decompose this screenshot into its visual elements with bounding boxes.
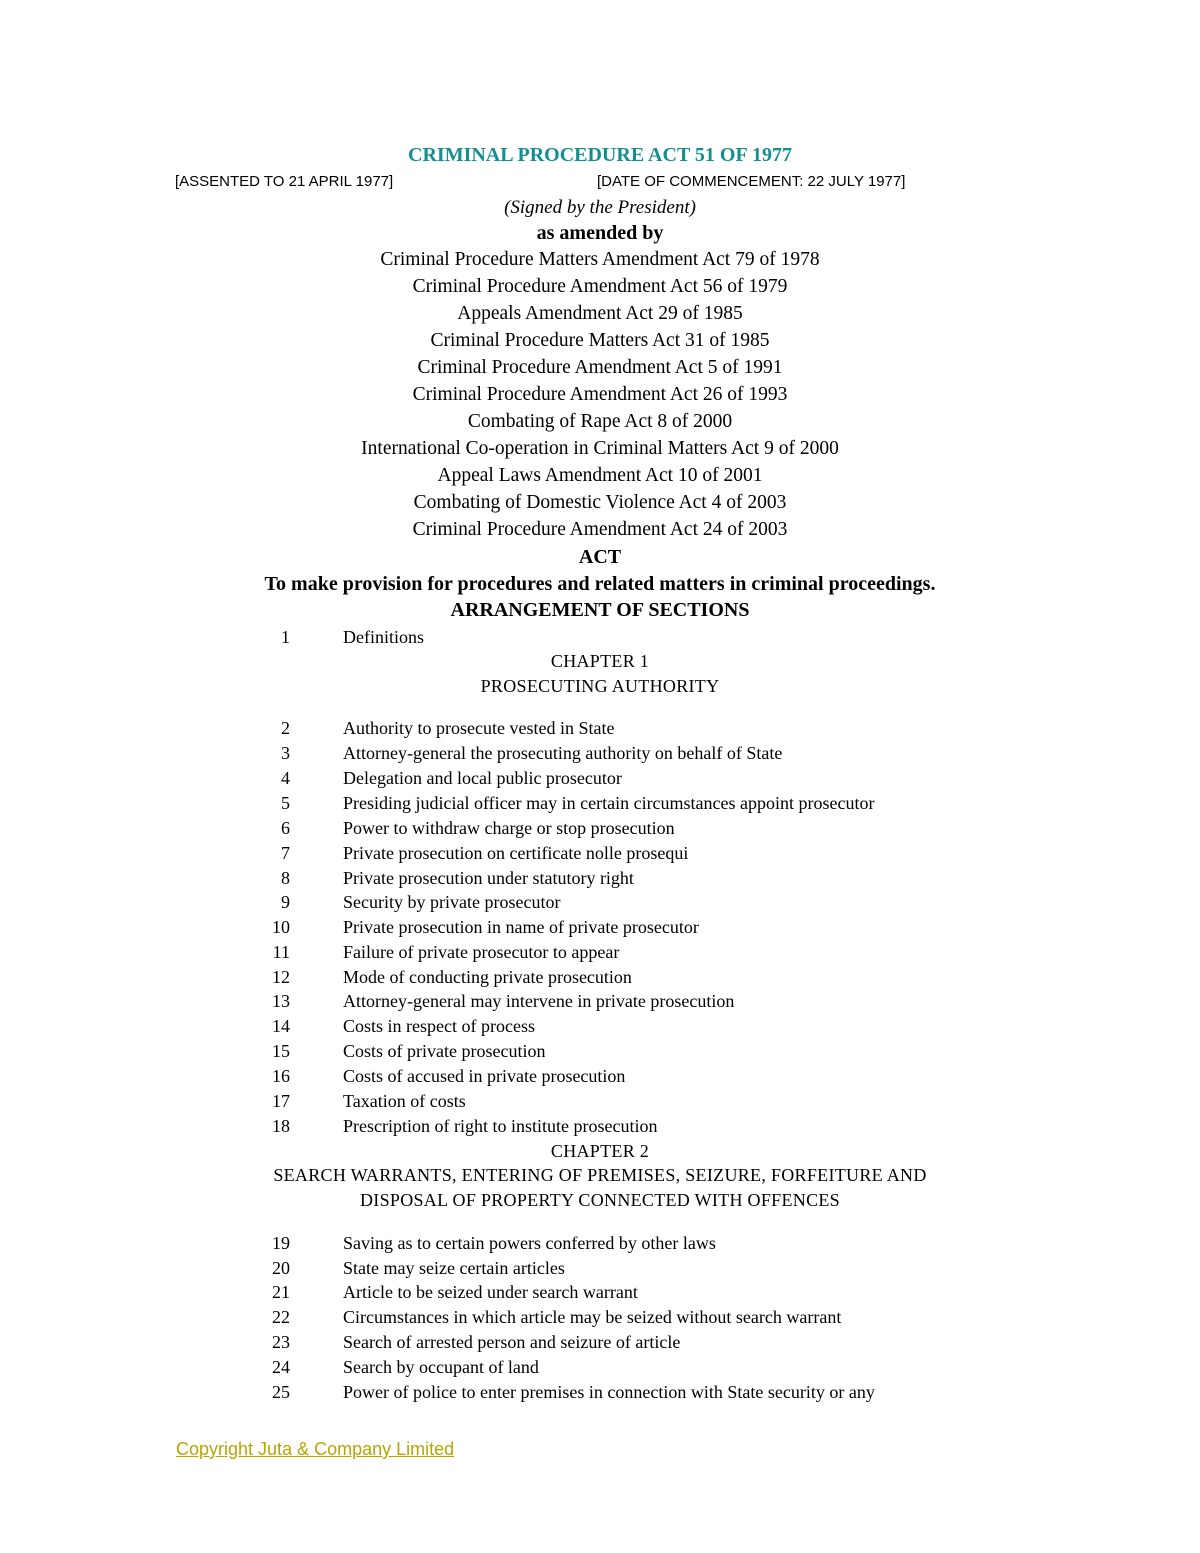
amendment-item: Criminal Procedure Matters Amendment Act 79 of 1978 <box>380 249 820 270</box>
section-title: Search by occupant of land <box>343 1357 539 1377</box>
act-title: CRIMINAL PROCEDURE ACT 51 OF 1977 <box>408 144 792 166</box>
commencement-date: [DATE OF COMMENCEMENT: 22 JULY 1977] <box>597 173 906 190</box>
section-number: 8 <box>281 868 290 888</box>
section-row <box>0 941 1200 965</box>
amendment-item: Criminal Procedure Amendment Act 56 of 1979 <box>412 276 788 297</box>
section-title: Taxation of costs <box>343 1091 466 1111</box>
section-title: Power to withdraw charge or stop prosecution <box>343 818 675 838</box>
section-row <box>0 626 1200 650</box>
amendment-item: Appeal Laws Amendment Act 10 of 2001 <box>437 465 763 486</box>
amendment-item: Appeals Amendment Act 29 of 1985 <box>457 303 743 324</box>
section-number: 24 <box>272 1357 290 1377</box>
section-number: 15 <box>272 1041 290 1061</box>
section-row <box>0 1381 1200 1405</box>
chapter-2-label: CHAPTER 2 <box>550 1141 650 1161</box>
chapter-1-label: CHAPTER 1 <box>550 651 650 671</box>
amended-by-heading: as amended by <box>536 222 664 244</box>
section-title: Presiding judicial officer may in certain circumstances appoint prosecutor <box>343 793 875 813</box>
chapter-2-title-line-2: DISPOSAL OF PROPERTY CONNECTED WITH OFFENCES <box>359 1190 840 1210</box>
section-row <box>0 1281 1200 1305</box>
section-number: 4 <box>281 768 290 788</box>
section-title: Security by private prosecutor <box>343 892 561 912</box>
amendment-item: Criminal Procedure Matters Act 31 of 1985 <box>430 330 770 351</box>
section-number: 2 <box>281 718 290 738</box>
amendment-item: Criminal Procedure Amendment Act 5 of 1991 <box>417 357 783 378</box>
section-row <box>0 1232 1200 1256</box>
copyright-link[interactable]: Copyright Juta & Company Limited <box>176 1439 455 1459</box>
amendment-list <box>0 248 1200 545</box>
section-row <box>0 1115 1200 1139</box>
section-number: 25 <box>272 1382 290 1402</box>
amendment-item: Combating of Rape Act 8 of 2000 <box>467 411 733 432</box>
section-row <box>0 1040 1200 1064</box>
arrangement-heading: ARRANGEMENT OF SECTIONS <box>450 599 750 621</box>
section-number: 23 <box>272 1332 290 1352</box>
section-row <box>0 792 1200 816</box>
section-row <box>0 1065 1200 1089</box>
section-row <box>0 990 1200 1014</box>
assented-date: [ASSENTED TO 21 APRIL 1977] <box>175 173 394 190</box>
section-title: Delegation and local public prosecutor <box>343 768 622 788</box>
section-number: 18 <box>272 1116 290 1136</box>
section-row <box>0 1331 1200 1355</box>
section-number: 10 <box>272 917 290 937</box>
section-title: Article to be seized under search warrant <box>343 1282 638 1302</box>
section-title: State may seize certain articles <box>343 1258 565 1278</box>
section-title: Failure of private prosecutor to appear <box>343 942 620 962</box>
section-number: 5 <box>281 793 290 813</box>
section-number: 14 <box>272 1016 290 1036</box>
section-number: 3 <box>281 743 290 763</box>
section-number: 19 <box>272 1233 290 1253</box>
section-number: 22 <box>272 1307 290 1327</box>
signed-note: (Signed by the President) <box>504 197 696 218</box>
section-title: Attorney-general the prosecuting authority on behalf of State <box>343 743 783 763</box>
section-number: 17 <box>272 1091 290 1111</box>
amendment-item: Criminal Procedure Amendment Act 24 of 2003 <box>412 519 788 540</box>
section-number: 11 <box>272 942 290 962</box>
act-heading: ACT <box>578 546 622 568</box>
section-row <box>0 1257 1200 1281</box>
section-title: Circumstances in which article may be seized without search warrant <box>343 1307 842 1327</box>
section-row <box>0 767 1200 791</box>
section-row <box>0 842 1200 866</box>
section-title: Mode of conducting private prosecution <box>343 967 632 987</box>
section-row <box>0 891 1200 915</box>
section-number: 1 <box>281 627 290 647</box>
section-title: Private prosecution on certificate nolle prosequi <box>343 843 689 863</box>
section-number: 21 <box>272 1282 290 1302</box>
section-title: Search of arrested person and seizure of article <box>343 1332 681 1352</box>
section-row <box>0 1306 1200 1330</box>
chapter-1-title: PROSECUTING AUTHORITY <box>480 676 720 696</box>
section-title: Costs of accused in private prosecution <box>343 1066 626 1086</box>
section-number: 7 <box>281 843 290 863</box>
section-number: 9 <box>281 892 290 912</box>
section-title: Attorney-general may intervene in private prosecution <box>343 991 735 1011</box>
section-title: Power of police to enter premises in connection with State security or any <box>343 1382 875 1402</box>
section-row <box>0 867 1200 891</box>
chapter-2-title-line-1: SEARCH WARRANTS, ENTERING OF PREMISES, SEIZURE, FORFEITURE AND <box>273 1165 927 1185</box>
section-number: 16 <box>272 1066 290 1086</box>
section-title: Authority to prosecute vested in State <box>343 718 615 738</box>
section-number: 12 <box>272 967 290 987</box>
section-title: Definitions <box>343 627 424 647</box>
section-title: Saving as to certain powers conferred by other laws <box>343 1233 716 1253</box>
section-title: Costs in respect of process <box>343 1016 535 1036</box>
section-row <box>0 717 1200 741</box>
section-title: Costs of private prosecution <box>343 1041 546 1061</box>
section-row <box>0 916 1200 940</box>
section-title: Private prosecution under statutory right <box>343 868 634 888</box>
long-title: To make provision for procedures and related matters in criminal proceedings. <box>264 573 936 595</box>
section-row <box>0 742 1200 766</box>
section-row <box>0 817 1200 841</box>
section-number: 6 <box>281 818 290 838</box>
section-title: Private prosecution in name of private prosecutor <box>343 917 699 937</box>
amendment-item: Combating of Domestic Violence Act 4 of 2003 <box>413 492 787 513</box>
section-title: Prescription of right to institute prosecution <box>343 1116 658 1136</box>
section-row <box>0 1356 1200 1380</box>
amendment-item: Criminal Procedure Amendment Act 26 of 1993 <box>412 384 788 405</box>
amendment-item: International Co-operation in Criminal Matters Act 9 of 2000 <box>361 438 839 459</box>
section-row <box>0 1090 1200 1114</box>
section-row <box>0 1015 1200 1039</box>
section-row <box>0 966 1200 990</box>
section-number: 13 <box>272 991 290 1011</box>
section-number: 20 <box>272 1258 290 1278</box>
